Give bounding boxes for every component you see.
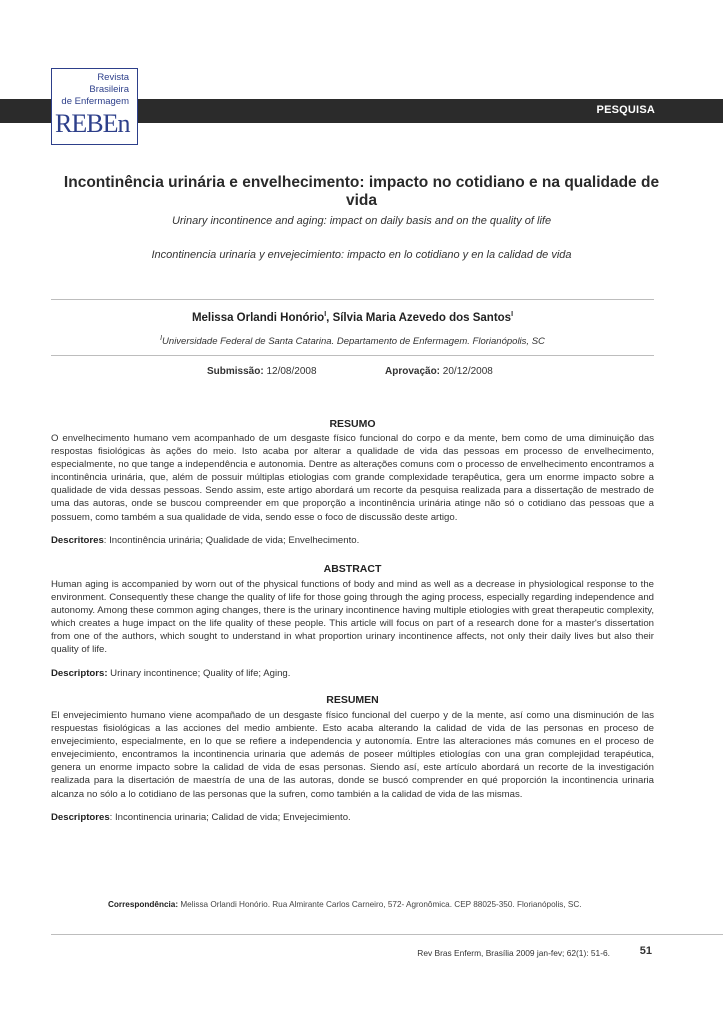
- author-2: Sílvia Maria Azevedo dos Santos: [332, 311, 512, 324]
- affiliation-text: Universidade Federal de Santa Catarina. Departamento de Enfermagem. Florianópolis, SC: [162, 336, 545, 348]
- correspondence-label: Correspondência:: [108, 900, 179, 909]
- submission-date: [207, 366, 317, 377]
- resumo-keywords: [51, 535, 654, 546]
- affiliation-mark: I: [160, 335, 163, 342]
- resumo-heading: RESUMO: [329, 418, 376, 430]
- author-1: Melissa Orlandi Honório: [191, 311, 325, 324]
- logo-line-2: Brasileira: [89, 84, 129, 95]
- section-label: PESQUISA: [596, 104, 655, 116]
- footer-divider: [51, 934, 723, 935]
- logo-line-1: Revista: [97, 72, 129, 83]
- approval-label: Aprovação:: [385, 366, 441, 377]
- abstract-text: Human aging is accompanied by worn out of the physical functions of body and mind as well as a decrease in physiological response to the environment. Consequently these change the quality of life for those going through the aging process, especially regarding independence and autonomy. Among these common aging changes, there is the urinary incontinence having multiple etiologies with great therapeutic complexity, which creates a huge impact on the life quality of these people. This article will focus on part of a research done for a master's dissertation from one of the authors, which sought to understand in what proportion urinary incontinence affects, not only their daily lives but also their quality of life.: [51, 579, 654, 656]
- submission-label: Submissão:: [207, 366, 264, 377]
- resumo-text: O envelhecimento humano vem acompanhado de um desgaste físico funcional do corpo e da mente, bem como de uma diminuição das respostas fisiológicas às ações do meio. Isto acaba por alterar a qualidade de vida das pessoas em processo de envelhecimento, especialmente, no que tange a independência e autonomia. Dentre as alterações comuns com o processo de envelhecimento encontramos a incontinência urinária, que, além de possuir múltiplas etiologias com grande complexidade terapêutica, gera um enorme impacto sobre a qualidade de vida dessas pessoas. Sendo assim, este artigo abordará um recorte da pesquisa realizada para a dissertação de mestrado de uma das autoras, onde se buscou compreender em que proporção a incontinência urinária atinge não só o cotidiano das pessoas que a possuem, como também a sua qualidade de vida, sendo esse o foco de discussão deste artigo.: [51, 433, 654, 523]
- page-number: 51: [639, 945, 652, 957]
- abstract-keywords: [51, 668, 654, 679]
- divider: [51, 299, 654, 300]
- abstract-heading: ABSTRACT: [323, 563, 382, 575]
- resumen-text: El envejecimiento humano viene acompañado de un desgaste físico funcional del cuerpo y de la mente, así como una disminución de las respuestas fisiológicas a las acciones del medio ambiente. Esto acaba alterando la calidad de vida de las personas en proceso de envejecimiento, especialmente, en lo que se refiere a independencia y autonomía. Entre las alteraciones más comunes en el proceso de envejecimiento, encontramos la incontinencia urinaria que además de poseer múltiples etiologías con una gran complejidad terapéutica, genera un enorme impacto sobre la calidad de vida de esas personas. Siendo así, este artículo abordará un recorte de la investigación realizada para la disertación de maestría de una de las autoras, donde se buscó comprender en qué proporción la incontinencia urinaria alcanza no sólo a lo cotidiano de las personas que la sufren, como también a la calidad de vida de las mismas.: [51, 710, 654, 800]
- author-separator: ,: [326, 311, 333, 324]
- keywords-label: Descriptores: [51, 812, 110, 823]
- author-1-affiliation-mark: I: [324, 311, 327, 318]
- keywords-text: Urinary incontinence; Quality of life; Aging.: [107, 668, 291, 679]
- approval-value: 20/12/2008: [442, 366, 493, 377]
- keywords-label: Descritores: [51, 535, 104, 546]
- subtitle-spanish: Incontinencia urinaria y envejecimiento: impacto en lo cotidiano y en la calidad de vida: [151, 249, 572, 261]
- resumen-heading: RESUMEN: [326, 694, 379, 706]
- divider: [51, 355, 654, 356]
- submission-value: 12/08/2008: [266, 366, 317, 377]
- keywords-label: Descriptors:: [51, 668, 108, 679]
- approval-date: [385, 366, 493, 377]
- resumen-keywords: [51, 812, 654, 823]
- correspondence-text: Melissa Orlandi Honório. Rua Almirante Carlos Carneiro, 572- Agronômica. CEP 88025-350. Florianópolis, SC.: [178, 900, 582, 909]
- keywords-text: : Incontinência urinária; Qualidade de vida; Envelhecimento.: [103, 535, 360, 546]
- footer-citation: Rev Bras Enferm, Brasília 2009 jan-fev; 62(1): 51-6.: [417, 948, 610, 958]
- author-2-affiliation-mark: I: [511, 311, 514, 318]
- logo-mark: REBEn: [55, 109, 130, 138]
- authors-line: [51, 311, 654, 324]
- keywords-text: : Incontinencia urinaria; Calidad de vida; Envejecimiento.: [109, 812, 351, 823]
- affiliation: [51, 335, 654, 347]
- journal-logo: [51, 68, 138, 145]
- subtitle-english: Urinary incontinence and aging: impact on daily basis and on the quality of life: [171, 215, 552, 227]
- logo-line-3: de Enfermagem: [61, 96, 129, 107]
- correspondence: [108, 900, 582, 909]
- article-title: Incontinência urinária e envelhecimento: impacto no cotidiano e na qualidade de vida: [63, 174, 660, 209]
